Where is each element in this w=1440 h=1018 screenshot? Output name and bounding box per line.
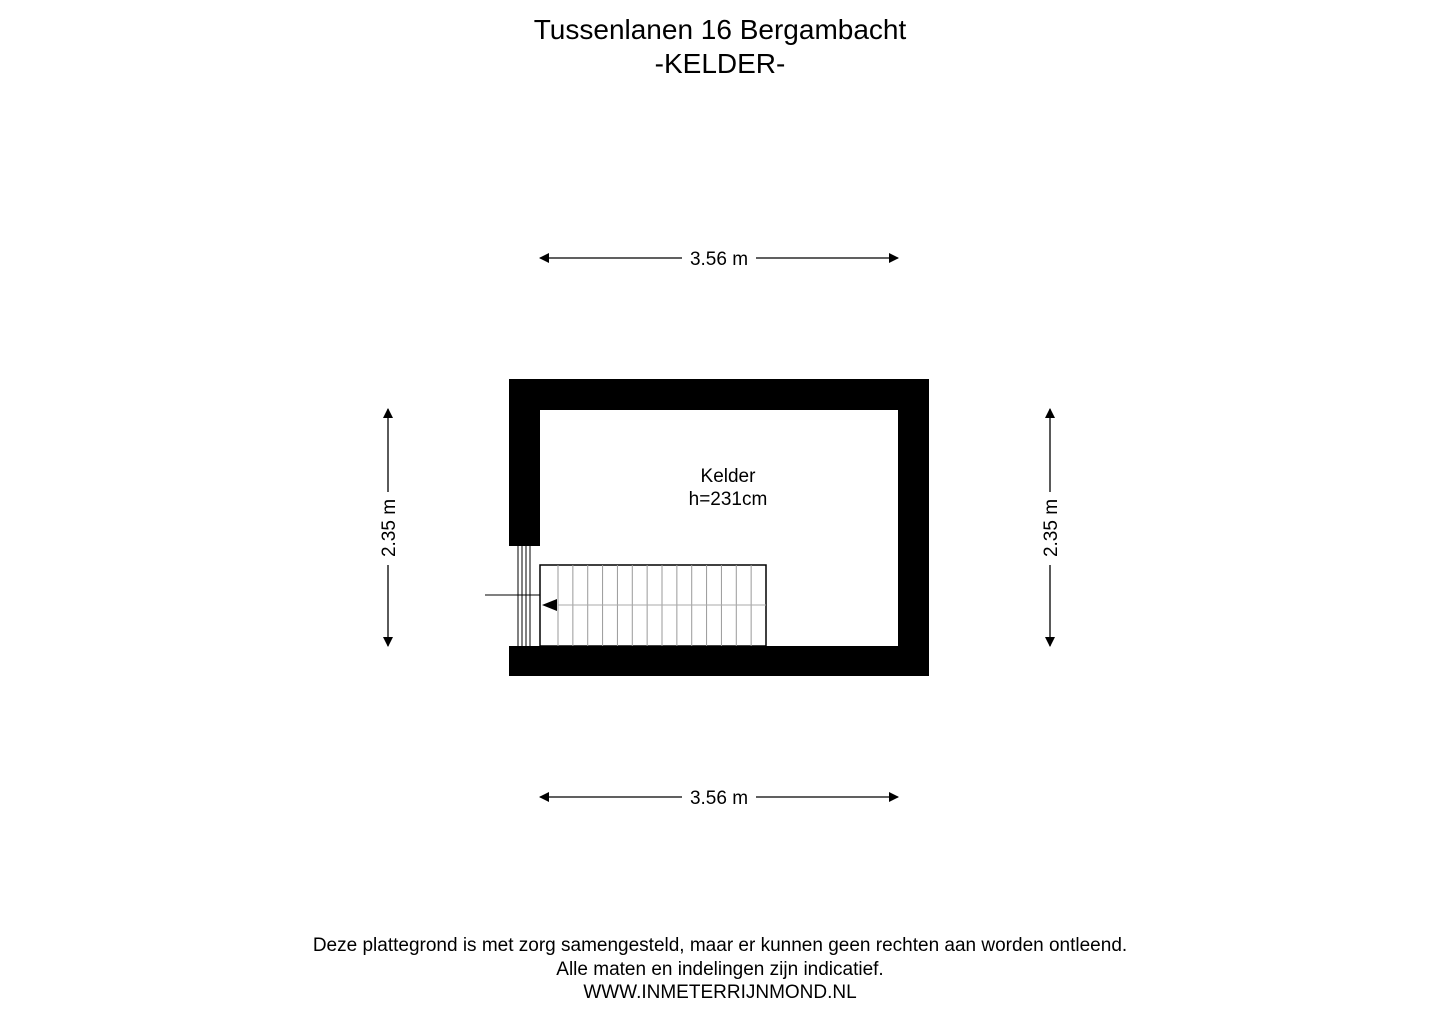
floor-label: -KELDER- — [654, 48, 786, 79]
dimension-right-height — [1041, 409, 1062, 646]
wall-opening — [518, 546, 530, 646]
dimension-bottom-width — [540, 788, 898, 809]
wall-right — [898, 379, 929, 676]
wall-top — [509, 379, 929, 410]
footer-website: WWW.INMETERRIJNMOND.NL — [583, 982, 857, 1003]
dimension-top-label: 3.56 m — [689, 249, 749, 270]
dimension-left-label: 2.35 m — [379, 498, 400, 558]
dimension-left-height — [379, 409, 400, 646]
plan-title: Tussenlanen 16 Bergambacht — [533, 14, 907, 45]
dimension-right-label: 2.35 m — [1041, 498, 1062, 558]
footer-disclaimer: Deze plattegrond is met zorg samengesteld, maar er kunnen geen rechten aan worden ontleend. — [312, 935, 1128, 956]
room-name: Kelder — [700, 466, 756, 487]
dimension-bottom-label: 3.56 m — [689, 788, 749, 809]
wall-left-lower — [509, 646, 540, 676]
footer-note: Alle maten en indelingen zijn indicatief. — [556, 959, 884, 980]
dimension-top-width — [540, 249, 898, 270]
room-height: h=231cm — [688, 489, 768, 510]
staircase — [485, 565, 766, 646]
wall-left-upper — [509, 379, 540, 546]
wall-bottom — [509, 646, 929, 676]
